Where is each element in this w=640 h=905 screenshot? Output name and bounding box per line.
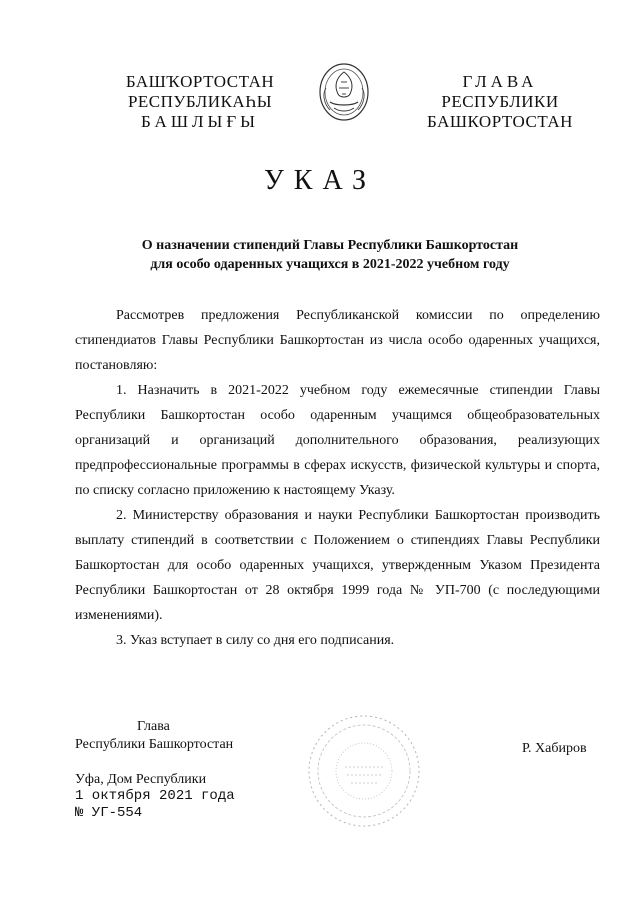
item-3-paragraph: 3. Указ вступает в силу со дня его подписания. [116, 633, 395, 648]
document-number: № УГ-554 [75, 805, 143, 821]
header-bashkir [110, 72, 290, 132]
document-subject [60, 236, 600, 274]
header-russian-line1: ГЛАВА [462, 72, 538, 91]
header-bashkir-line1: БАШҠОРТОСТАН [125, 72, 275, 91]
signature-title-line2: Республики Башкортостан [75, 737, 234, 752]
subject-line1: О назначении стипендий Главы Республики Башкортостан [141, 238, 519, 253]
document-title: УКАЗ [263, 165, 377, 196]
header-russian [420, 72, 580, 132]
signatory-name: Р. Хабиров [522, 741, 587, 756]
signature-title-line1: Глава [137, 719, 170, 734]
official-seal-icon [305, 712, 423, 830]
header-bashkir-line3: БАШЛЫҒЫ [141, 112, 259, 131]
header-russian-line2: РЕСПУБЛИКИ [441, 92, 559, 111]
document-body [75, 303, 600, 653]
preamble-paragraph: Рассмотрев предложения Республиканской комиссии по определению стипендиатов Главы Республики Башкортостан из числа особо одаренных учащихся, постановляю: [75, 308, 600, 373]
item-2-paragraph: 2. Министерству образования и науки Республики Башкортостан производить выплату стипендий в соответствии с Положением о стипендиях Главы Республики Башкортостан для особо одаренных учащихся, утвержденным Указом Президента Республики Башкортостан от 28 октября 1999 года № УП-700 (с последующими изменениями). [75, 508, 600, 623]
subject-line2: для особо одаренных учащихся в 2021-2022 учебном году [150, 257, 510, 272]
item-1-paragraph: 1. Назначить в 2021-2022 учебном году ежемесячные стипендии Главы Республики Башкортостан особо одаренным учащимся общеобразовательных организаций и организаций дополнительного образования, реализующих предпрофессиональные программы в сферах искусств, физической культуры и спорта, по списку согласно приложению к настоящему Указу. [75, 383, 600, 498]
place-of-signing: Уфа, Дом Республики [75, 772, 207, 787]
coat-of-arms-icon [314, 58, 374, 124]
header-russian-line3: БАШКОРТОСТАН [427, 112, 573, 131]
header-bashkir-line2: РЕСПУБЛИКАҺЫ [127, 92, 273, 111]
document-date: 1 октября 2021 года [75, 788, 235, 804]
